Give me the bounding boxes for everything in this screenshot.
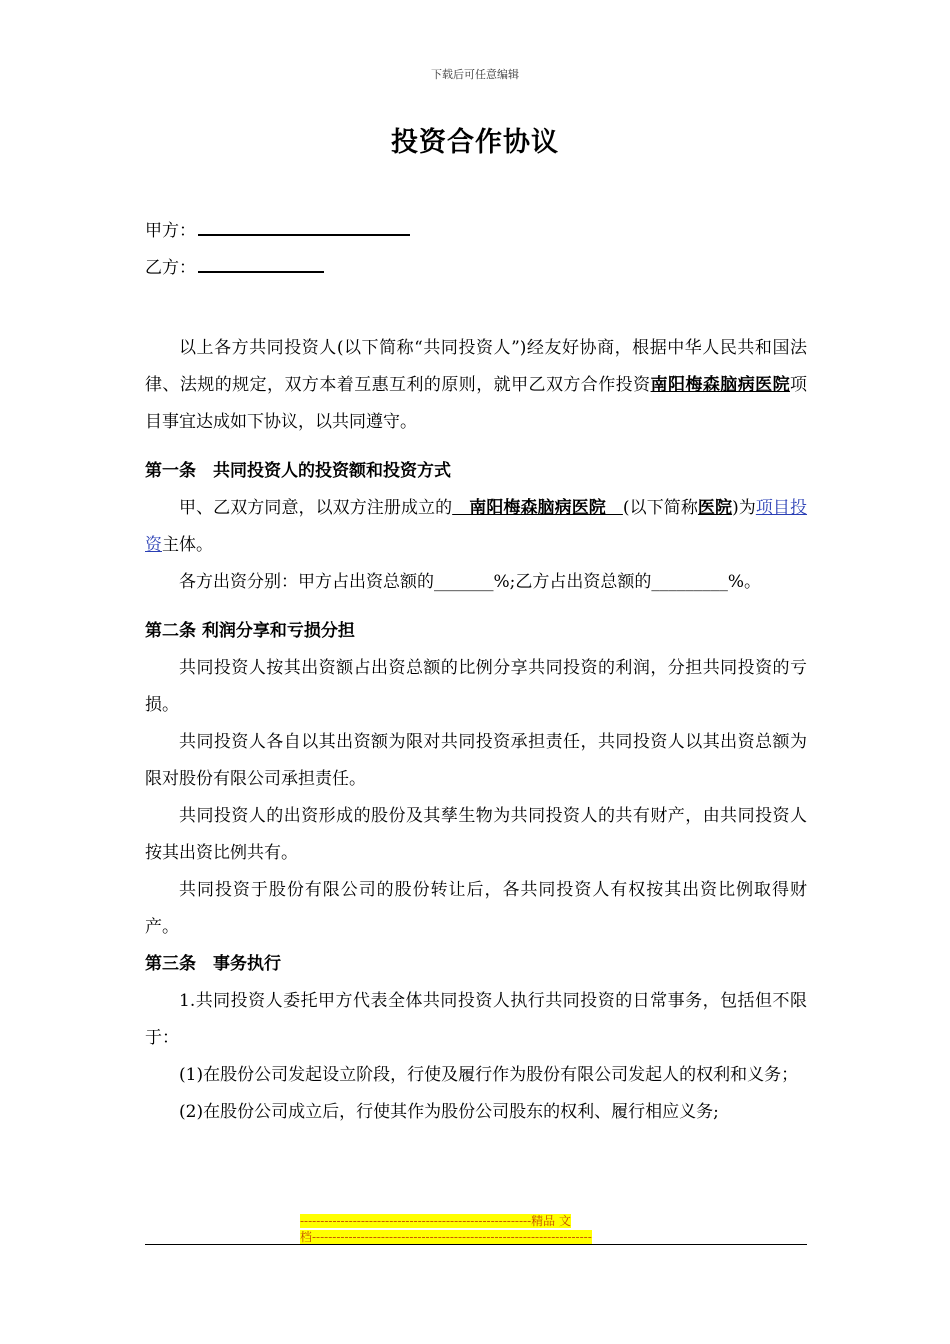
footer-line-2: 档---------------------------------------------------------------------	[300, 1230, 592, 1244]
party-a-line	[145, 216, 410, 241]
article1-text-1: 甲、乙双方同意，以双方注册成立的	[179, 498, 453, 518]
party-a-label: 甲方：	[145, 221, 196, 241]
document-body	[145, 330, 807, 1131]
article2-heading: 第二条 利润分享和亏损分担	[145, 621, 355, 641]
article1-text-3: )为	[732, 498, 756, 518]
document-title: 投资合作协议	[391, 127, 559, 158]
intro-paragraph	[145, 330, 807, 441]
article1-paragraph-2: 各方出资分别：甲方占出资总额的_______%;乙方占出资总额的_________%。	[179, 572, 762, 592]
article3-paragraph-1: 1.共同投资人委托甲方代表全体共同投资人执行共同投资的日常事务，包括但不限于：	[145, 991, 807, 1048]
intro-text-1: 以上各方共同投资人(以下简称“共同投资人”)经友好协商，根据中华人民共和国法律、法规的规定，双方本着互惠互利的原则，就甲乙双方合作投资	[145, 338, 807, 395]
header-note: 下载后可任意编辑	[431, 68, 519, 81]
intro-project-name: 南阳梅森脑病医院	[650, 375, 791, 395]
article1-short-name: 医院	[697, 498, 733, 518]
article3-heading: 第三条 事务执行	[145, 954, 281, 974]
article3-paragraph-3: (2)在股份公司成立后，行使其作为股份公司股东的权利、履行相应义务;	[179, 1102, 719, 1122]
party-b-line	[145, 253, 324, 278]
footer-line-1: ---------------------------------------------------------精品 文	[300, 1214, 571, 1228]
footer-divider	[145, 1244, 807, 1245]
article1-text-4: 主体。	[162, 535, 213, 555]
article1-heading: 第一条 共同投资人的投资额和投资方式	[145, 461, 451, 481]
party-a-blank[interactable]	[198, 220, 410, 236]
article1-text-2: (以下简称	[622, 498, 698, 518]
article3-paragraph-2: (1)在股份公司发起设立阶段，行使及履行作为股份有限公司发起人的权利和义务；	[179, 1065, 799, 1085]
intro-text-2: 项目事宜达成如下协议，以共同遵守。	[145, 375, 808, 432]
article2-paragraph-3: 共同投资人的出资形成的股份及其孳生物为共同投资人的共有财产，由共同投资人按其出资比例共有。	[145, 806, 807, 863]
article2-paragraph-4: 共同投资于股份有限公司的股份转让后，各共同投资人有权按其出资比例取得财产。	[145, 880, 807, 937]
article2-paragraph-2: 共同投资人各自以其出资额为限对共同投资承担责任，共同投资人以其出资总额为限对股份有限公司承担责任。	[145, 732, 807, 789]
party-b-label: 乙方：	[145, 258, 196, 278]
party-b-blank[interactable]	[198, 257, 324, 273]
article1-paragraph-1	[145, 490, 807, 564]
article1-entity-name: 南阳梅森脑病医院	[452, 498, 623, 518]
project-investment-link[interactable]: 项目投资	[145, 498, 808, 555]
article2-paragraph-1: 共同投资人按其出资额占出资总额的比例分享共同投资的利润，分担共同投资的亏损。	[145, 658, 807, 715]
footer-watermark	[300, 1213, 652, 1245]
